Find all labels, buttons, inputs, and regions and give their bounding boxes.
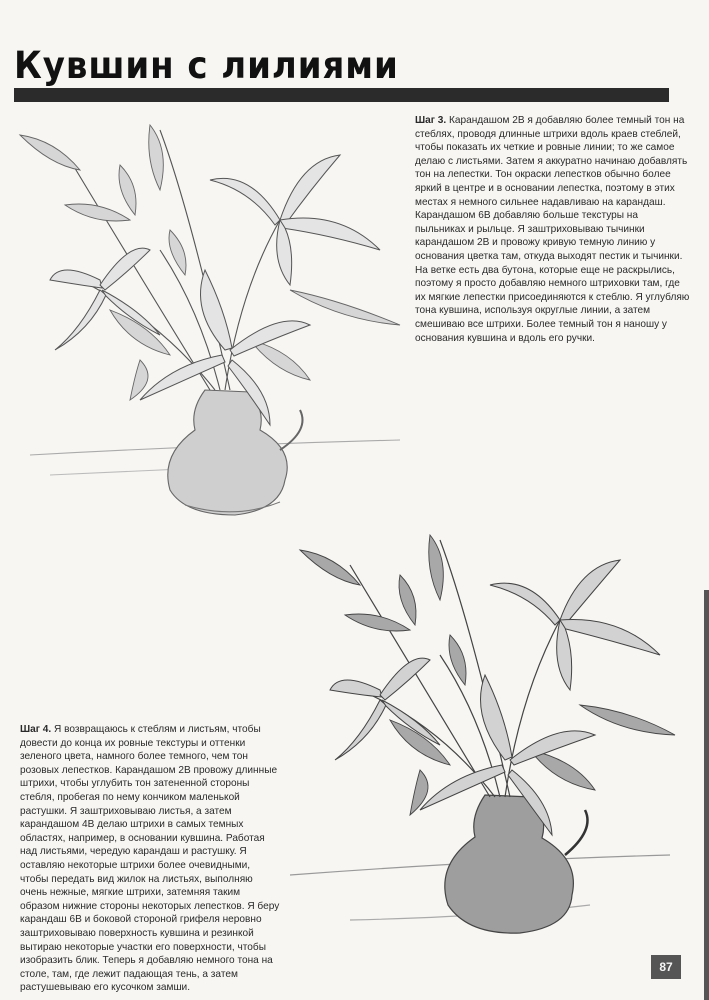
step4-text	[20, 723, 280, 995]
page-title: Кувшин с лилиями	[14, 44, 399, 87]
page-edge-strip	[704, 590, 709, 1000]
step3-body: Карандашом 2В я добавляю более темный тон на стеблях, проводя длинные штрихи вдоль краев стеблей, чтобы показать их четкие и ровные линии; то же самое делаю с листьями. Затем я аккуратно начинаю добавлять тон на лепестки. Тон окраски лепестков обычно более яркий в центре и в основании лепестка, поэтому в этих местах я немного сильнее надавливаю на карандаш. Карандашом 6В добавляю больше текстуры на пыльниках и рыльце. Я заштриховываю тычинки карандашом 2В и провожу кривую темную линию у основания цветка там, откуда выходят пестик и тычинки. На ветке есть два бутона, которые еще не раскрылись, поэтому я просто добавляю немного штриховки там, где их мягкие лепестки присоединяются к стеблю. Я углубляю тона кувшина, используя округлые линии, а затем смешиваю все штрихи. Более темный тон я наношу у основания кувшина и вдоль его ручки.	[415, 115, 690, 344]
step3-label: Шаг 3.	[415, 115, 447, 126]
step3-text	[415, 114, 690, 345]
page-number: 87	[651, 955, 681, 979]
step4-label: Шаг 4.	[20, 724, 52, 735]
title-rule	[14, 88, 669, 102]
step4-body: Я возвращаюсь к стеблям и листьям, чтобы довести до конца их ровные текстуры и оттенки зеленого цвета, намного более темного, чем тон розовых лепестков. Карандашом 2В провожу длинные штрихи, чтобы углубить тон затененной стороны стебля, пробегая по нему кончиком маленькой растушки. Я заштриховываю листья, а затем карандашом 4В делаю штрихи в самых темных областях, например, в основании кувшина. Работая над листьями, чередую карандаш и растушку. Я оставляю некоторые штрихи более очевидными, чтобы передать вид жилок на листьях, выполняю очень нежные, мягкие штрихи, затемняя таким образом нижние стороны некоторых лепестков. Я беру карандаш 6В и боковой стороной грифеля неровно заштриховываю поверхность кувшина и резинкой вытираю некоторые участки его поверхности, чтобы изобразить блик. Теперь я добавляю немного тона на столе, там, где лежит падающая тень, а затем растушевываю его кусочком замши.	[20, 724, 280, 994]
lily-jug-sketch-step3	[10, 110, 410, 530]
lily-jug-sketch-step4	[290, 525, 690, 945]
